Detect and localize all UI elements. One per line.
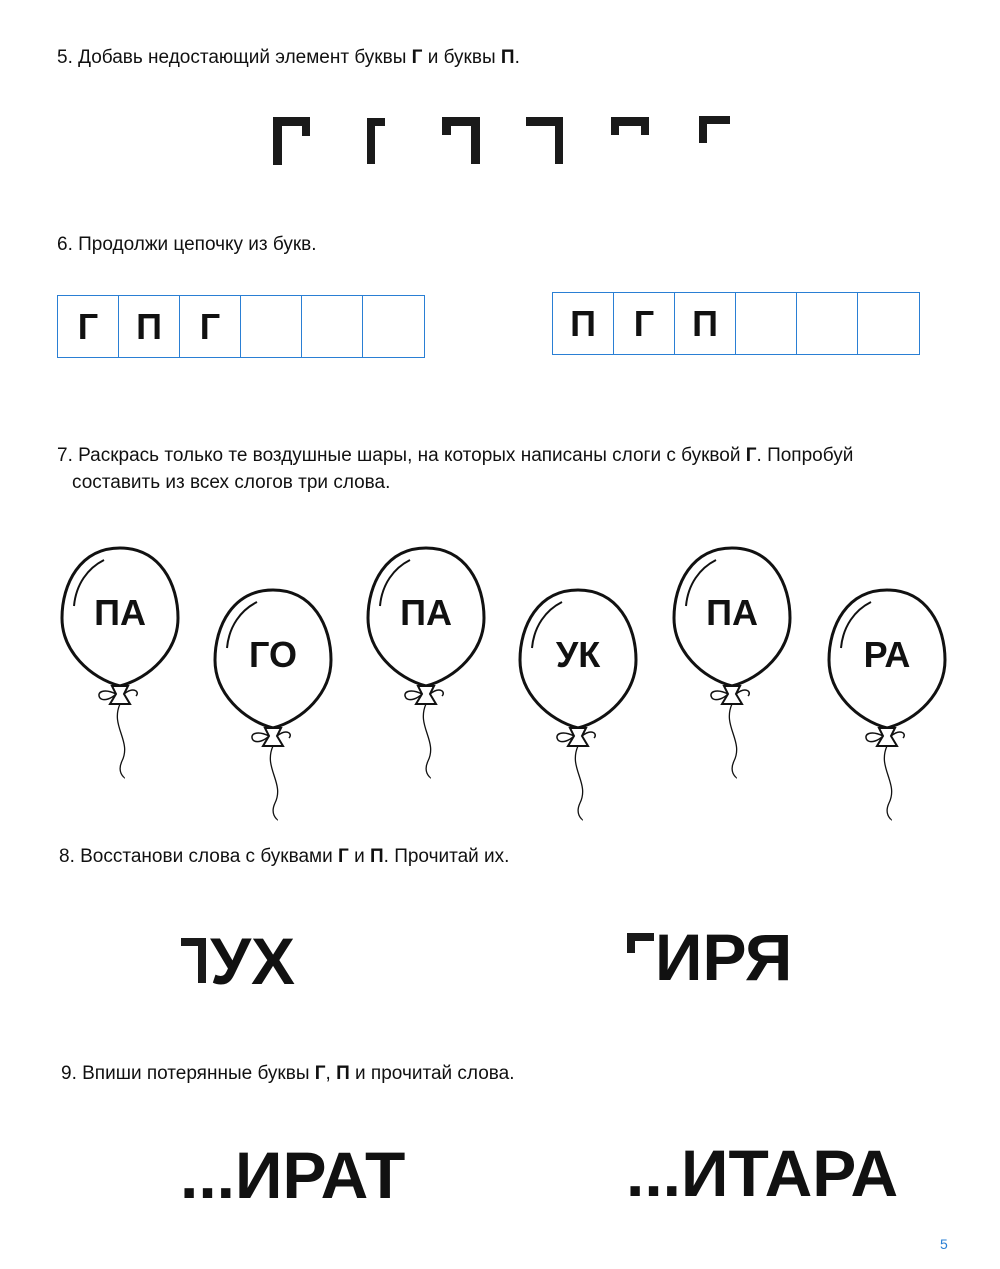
balloon-icon <box>518 588 648 858</box>
letter-fragments <box>0 0 1000 200</box>
fragment-6 <box>699 116 730 143</box>
chain-cell-empty[interactable] <box>797 293 858 354</box>
fragment-3 <box>442 117 480 164</box>
task-8-instruction: 8. Восстанови слова с буквами Г и П. Прочитай их. <box>59 846 510 867</box>
balloon-icon <box>213 588 343 858</box>
chain-cell: П <box>553 293 614 354</box>
page-number: 5 <box>940 1236 948 1252</box>
balloon-icon <box>672 546 802 816</box>
balloon-syllable: ГО <box>249 634 297 675</box>
balloon-syllable: ПА <box>400 592 452 633</box>
word-2-fragment <box>627 933 655 955</box>
chain-cell-empty[interactable] <box>858 293 919 354</box>
letter-chain-1 <box>57 295 425 358</box>
fragment-5 <box>611 117 649 135</box>
balloon-icon <box>60 546 190 816</box>
balloon[interactable] <box>60 546 190 816</box>
chain-cell-empty[interactable] <box>736 293 797 354</box>
chain-cell-empty[interactable] <box>241 296 302 357</box>
task-5-instruction: 5. Добавь недостающий элемент буквы Г и буквы П. <box>57 47 520 68</box>
balloon[interactable] <box>672 546 802 816</box>
word-3: ...ИРАТ <box>180 1138 406 1212</box>
task-6-instruction: 6. Продолжи цепочку из букв. <box>57 234 317 255</box>
balloon-syllable: УК <box>555 634 601 675</box>
balloon-syllable: ПА <box>706 592 758 633</box>
chain-cell-empty[interactable] <box>302 296 363 357</box>
fragment-1 <box>273 117 310 165</box>
balloon-syllable: ПА <box>94 592 146 633</box>
balloon[interactable] <box>213 588 343 858</box>
balloon-icon <box>366 546 496 816</box>
chain-cell: Г <box>180 296 241 357</box>
chain-cell-empty[interactable] <box>363 296 424 357</box>
chain-cell: П <box>675 293 736 354</box>
letter-chain-2 <box>552 292 920 355</box>
balloon-icon <box>827 588 957 858</box>
balloon[interactable] <box>366 546 496 816</box>
word-2: ИРЯ <box>655 920 793 994</box>
balloon-syllable: РА <box>863 634 911 675</box>
chain-cell: П <box>119 296 180 357</box>
word-4: ...ИТАРА <box>626 1136 899 1210</box>
balloon[interactable] <box>827 588 957 858</box>
task-7-instruction: 7. Раскрась только те воздушные шары, на которых написаны слоги с буквой Г. Попробуй составить из всех слогов три слова. <box>57 445 854 493</box>
task-9-instruction: 9. Впиши потерянные буквы Г, П и прочитай слова. <box>61 1063 515 1084</box>
chain-cell: Г <box>614 293 675 354</box>
word-1-fragment <box>181 938 207 984</box>
word-1: УХ <box>210 924 296 998</box>
fragment-4 <box>526 117 563 164</box>
balloon[interactable] <box>518 588 648 858</box>
fragment-2 <box>367 118 385 164</box>
chain-cell: Г <box>58 296 119 357</box>
